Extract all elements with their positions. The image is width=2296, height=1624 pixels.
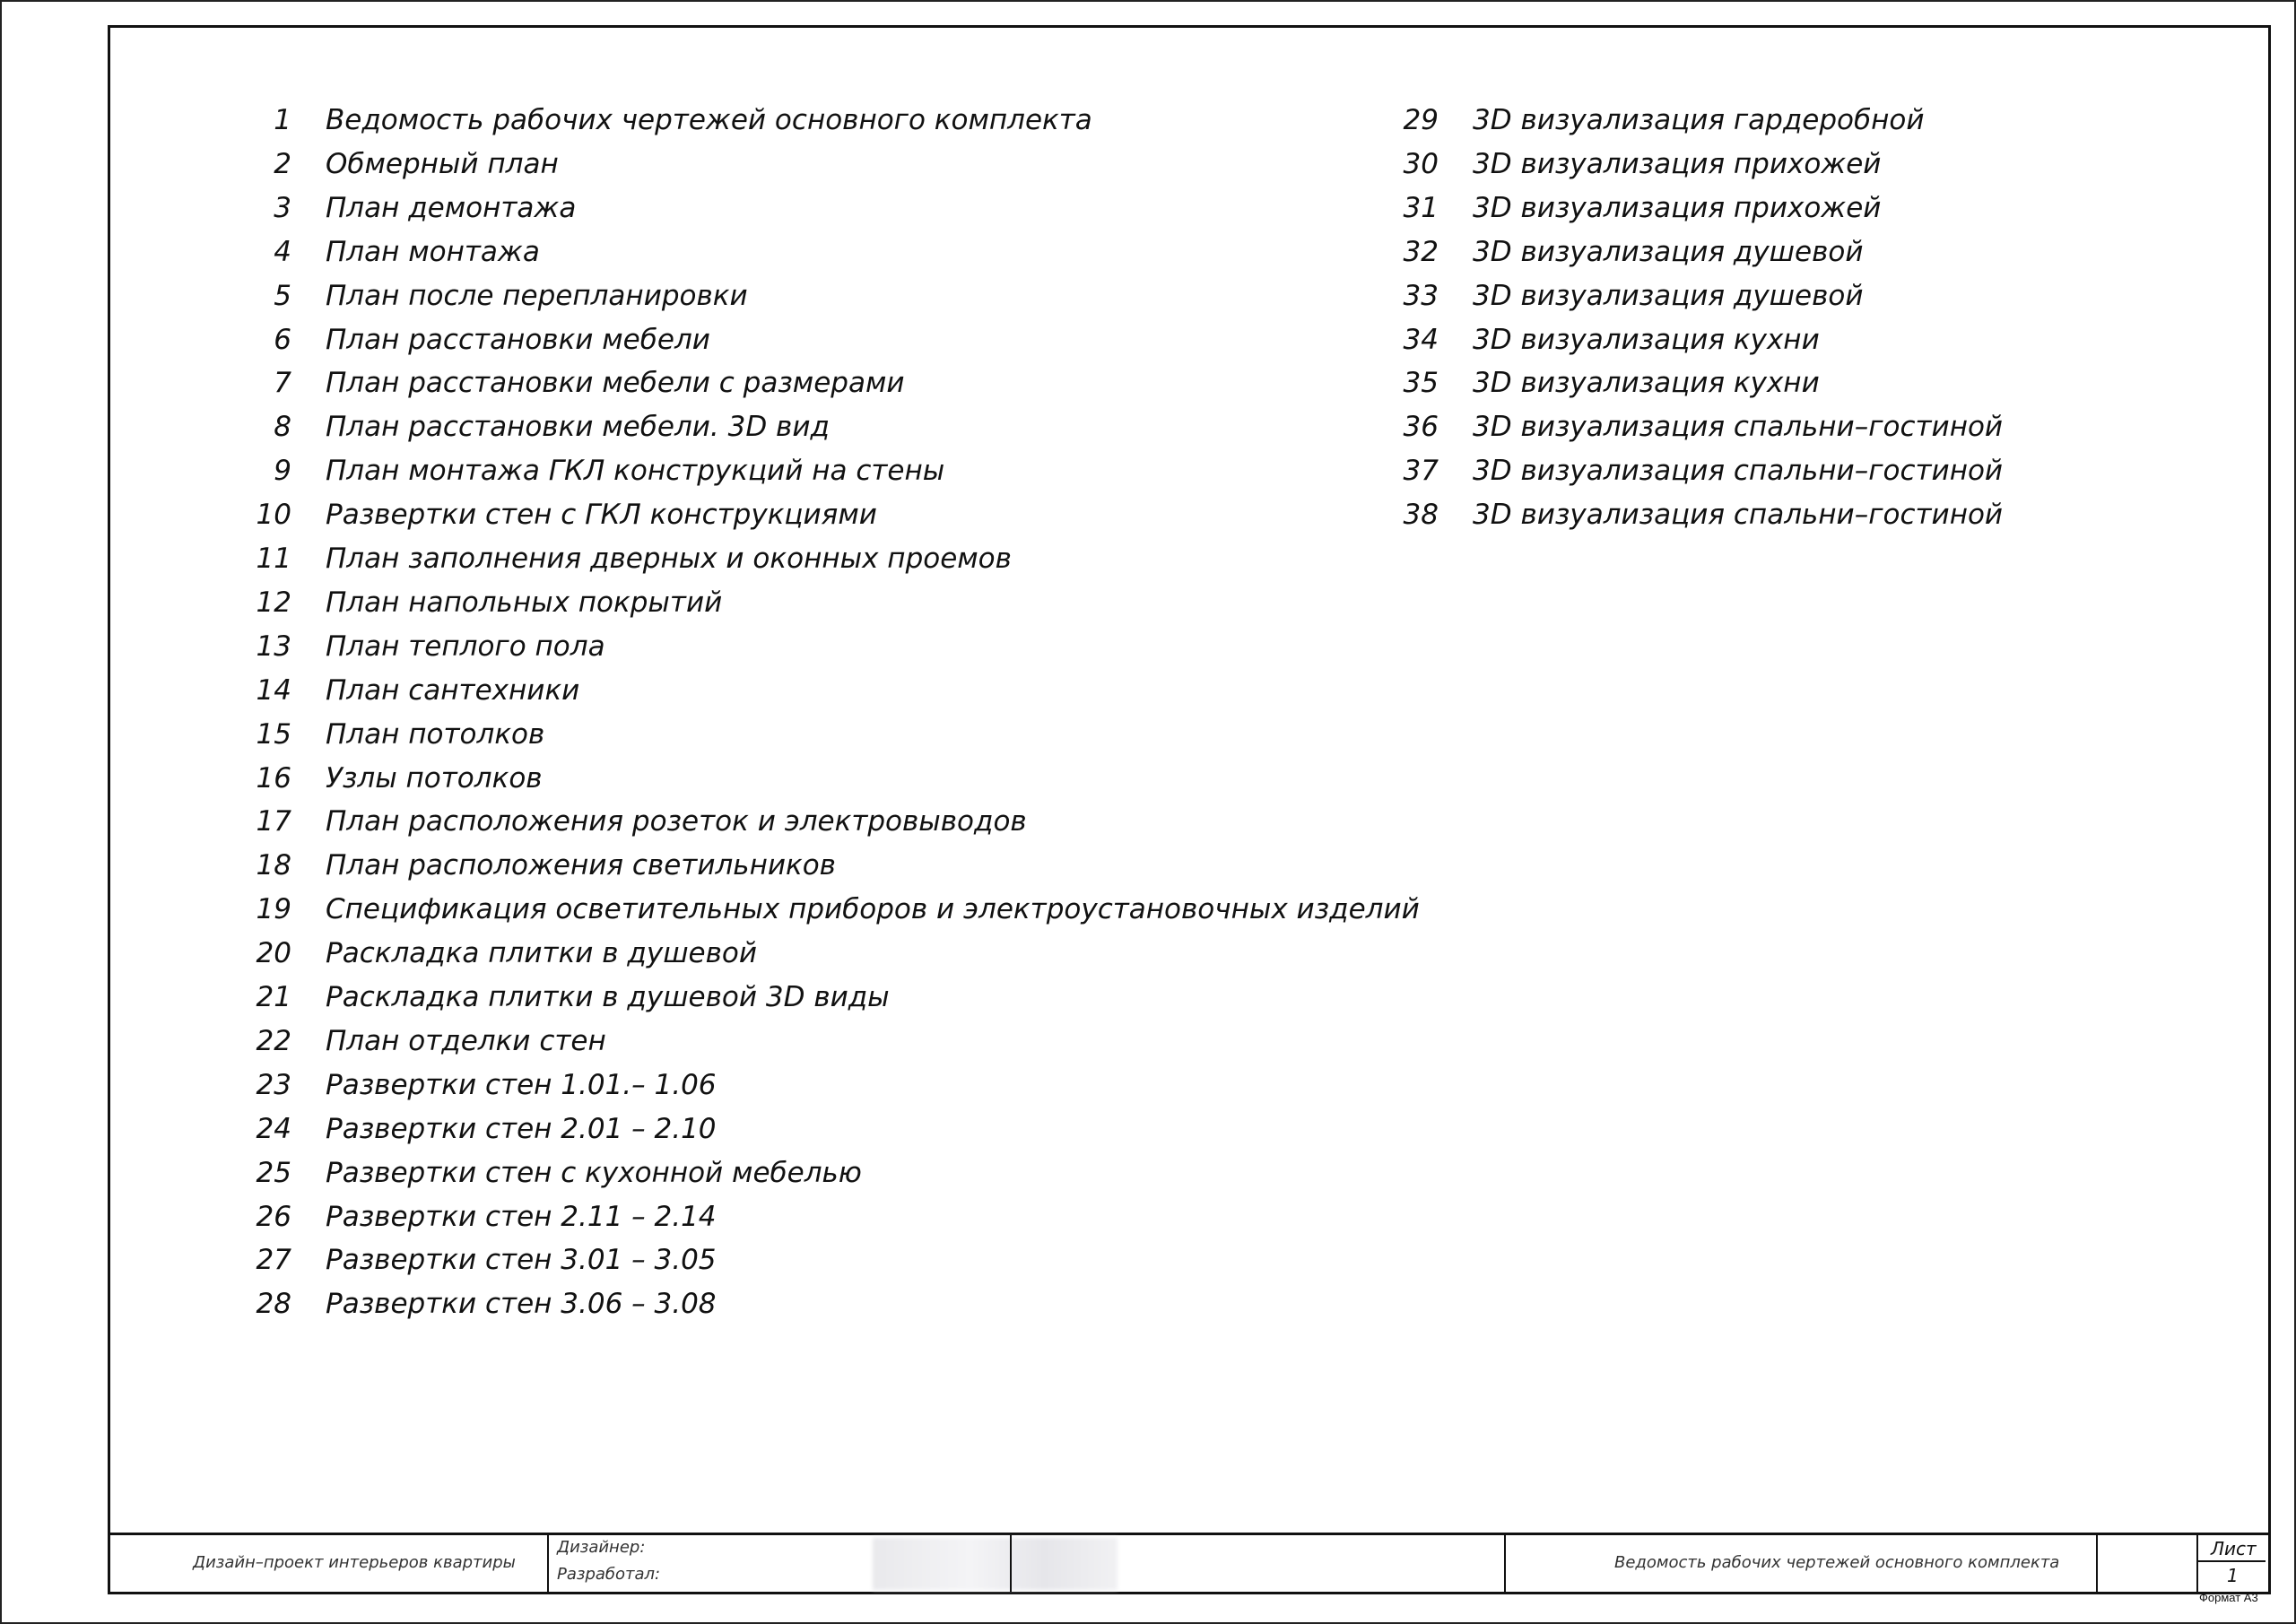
sheet-list-item (220, 1195, 1475, 1239)
sheet-list-item (220, 143, 1475, 187)
project-name: Дизайн–проект интерьеров квартиры (193, 1553, 516, 1572)
sheet-list-item (220, 800, 1475, 844)
sheet-title-cell: План монтажа (326, 235, 540, 268)
sheet-number-cell: 33 (1403, 279, 1439, 312)
sheet-number-cell: 26 (256, 1200, 291, 1233)
sheet-title-cell: 3D визуализация гардеробной (1473, 104, 1925, 136)
sheet-list-item (1367, 449, 2296, 493)
sheet-number-cell: 21 (256, 981, 291, 1013)
sheet-title-cell: 3D визуализация спальни–гостиной (1473, 455, 2004, 488)
sheet-title-cell: 3D визуализация прихожей (1473, 147, 1882, 180)
sheet-list-item (220, 449, 1475, 493)
sheet-list-item (220, 757, 1475, 801)
sheet-title-cell: Ведомость рабочих чертежей основного комплекта (326, 104, 1092, 136)
sheet-title-cell: План напольных покрытий (326, 586, 723, 619)
sheet-number-cell: 4 (274, 235, 291, 268)
title-block-divider (547, 1535, 549, 1592)
sheet-list-item (220, 493, 1475, 537)
sheet-list-item (220, 230, 1475, 274)
title-block-divider (2196, 1535, 2198, 1592)
sheet-number-cell: 1 (274, 104, 291, 136)
sheet-list-item (1367, 361, 2296, 405)
sheet-number-cell: 31 (1403, 191, 1439, 224)
sheet-number-cell: 22 (256, 1024, 291, 1057)
sheet-number-cell: 15 (256, 717, 291, 751)
sheet-title-cell: Спецификация осветительных приборов и электроустановочных изделий (326, 893, 1420, 926)
sheet-list-item (220, 274, 1475, 318)
sheet-number-cell: 36 (1403, 411, 1439, 444)
sheet-list-item (1367, 274, 2296, 318)
sheet-list-item (1367, 405, 2296, 449)
sheet-list-item (220, 99, 1475, 143)
sheet-title-cell: Развертки стен 2.01 – 2.10 (326, 1112, 717, 1145)
sheet-number-cell: 19 (256, 893, 291, 926)
title-block-divider (1010, 1535, 1012, 1592)
sheet-title-cell: 3D визуализация спальни–гостиной (1473, 411, 2004, 444)
sheet-list-item (1367, 143, 2296, 187)
sheet-list-item (1367, 230, 2296, 274)
redacted-names (873, 1538, 1118, 1590)
sheet-number-cell: 27 (256, 1244, 291, 1277)
sheet-box-divider (2196, 1560, 2266, 1562)
sheet-list-item (220, 361, 1475, 405)
sheet-title-cell: Развертки стен 3.01 – 3.05 (326, 1244, 717, 1277)
sheet-list-item (220, 318, 1475, 362)
sheet-number-cell: 18 (256, 849, 291, 882)
sheet-list-item (220, 581, 1475, 625)
title-block-divider (2096, 1535, 2098, 1592)
sheet-title-cell: Развертки стен 2.11 – 2.14 (326, 1200, 717, 1233)
sheet-number-cell: 6 (274, 323, 291, 356)
sheet-title-cell: План теплого пола (326, 630, 605, 663)
sheet-number-cell: 3 (274, 191, 291, 224)
sheet-number: 1 (2227, 1565, 2239, 1586)
sheet-number-cell: 35 (1403, 367, 1439, 400)
sheet-list-item (220, 1282, 1475, 1326)
sheet-number-cell: 10 (256, 499, 291, 532)
designer-label: Дизайнер: (557, 1538, 646, 1557)
sheet-title-cell: План расстановки мебели. 3D вид (326, 411, 830, 444)
sheet-list-item (220, 1020, 1475, 1064)
sheet-title-cell: План расстановки мебели с размерами (326, 367, 905, 400)
sheet-label: Лист (2211, 1538, 2257, 1559)
developer-label: Разработал: (557, 1565, 661, 1584)
sheet-list-item (220, 932, 1475, 976)
sheet-title-cell: План потолков (326, 717, 545, 751)
sheet-list-item (1367, 187, 2296, 230)
sheet-number-cell: 32 (1403, 235, 1439, 268)
sheet-title-cell: Развертки стен с кухонной мебелью (326, 1156, 862, 1189)
sheet-list-item (220, 187, 1475, 230)
sheet-title-cell: 3D визуализация кухни (1473, 323, 1820, 356)
sheet-number-cell: 23 (256, 1068, 291, 1101)
sheet-title-cell: План после перепланировки (326, 279, 748, 312)
sheet-title-cell: 3D визуализация душевой (1473, 279, 1864, 312)
sheet-list-item (220, 1064, 1475, 1107)
sheet-number-cell: 16 (256, 761, 291, 795)
sheet-number-cell: 11 (256, 543, 291, 575)
sheet-title-cell: План сантехники (326, 673, 580, 707)
sheet-list-item (220, 1151, 1475, 1195)
sheet-number-cell: 38 (1403, 499, 1439, 532)
sheet-list-item (220, 1107, 1475, 1151)
sheet-list-item (220, 888, 1475, 932)
sheet-number-cell: 13 (256, 630, 291, 663)
sheet-number-cell: 8 (274, 411, 291, 444)
sheet-list-item (220, 976, 1475, 1020)
sheet-list-item (220, 1238, 1475, 1282)
sheet-title-cell: План монтажа ГКЛ конструкций на стены (326, 455, 945, 488)
sheet-list-item (1367, 99, 2296, 143)
sheet-title-cell: План отделки стен (326, 1024, 606, 1057)
sheet-list-item (1367, 318, 2296, 362)
sheet-title-cell: Узлы потолков (326, 761, 543, 795)
sheet-title-cell: План заполнения дверных и оконных проемов (326, 543, 1012, 575)
sheet-title-cell: Развертки стен 3.06 – 3.08 (326, 1288, 717, 1321)
title-block (108, 1533, 2268, 1592)
sheet-list-item (220, 669, 1475, 713)
sheet-number-cell: 5 (274, 279, 291, 312)
sheet-list-item (1367, 493, 2296, 537)
sheet-number-cell: 34 (1403, 323, 1439, 356)
sheet-title-cell: Раскладка плитки в душевой (326, 937, 758, 970)
sheet-number-cell: 28 (256, 1288, 291, 1321)
sheet-title-cell: 3D визуализация спальни–гостиной (1473, 499, 2004, 532)
sheet-number-cell: 17 (256, 805, 291, 838)
sheet-number-cell: 12 (256, 586, 291, 619)
sheet-title: Ведомость рабочих чертежей основного комплекта (1614, 1553, 2060, 1572)
sheet-number-cell: 9 (274, 455, 291, 488)
sheet-title-cell: План расстановки мебели (326, 323, 710, 356)
sheet-number-cell: 29 (1403, 104, 1439, 136)
sheet-title-cell: Развертки стен 1.01.– 1.06 (326, 1068, 717, 1101)
sheet-number-cell: 20 (256, 937, 291, 970)
sheet-number-cell: 7 (274, 367, 291, 400)
sheet-title-cell: 3D визуализация прихожей (1473, 191, 1882, 224)
title-block-divider (1504, 1535, 1506, 1592)
sheet-number-cell: 2 (274, 147, 291, 180)
format-note: Формат А3 (2199, 1591, 2258, 1604)
sheet-title-cell: Развертки стен с ГКЛ конструкциями (326, 499, 877, 532)
sheet-list-item (220, 844, 1475, 888)
sheet-number-cell: 25 (256, 1156, 291, 1189)
sheet-title-cell: 3D визуализация душевой (1473, 235, 1864, 268)
sheet-list-item (220, 625, 1475, 669)
sheet-number-cell: 37 (1403, 455, 1439, 488)
sheet-title-cell: Обмерный план (326, 147, 559, 180)
sheet-title-cell: Раскладка плитки в душевой 3D виды (326, 981, 890, 1013)
sheet-title-cell: План расположения розеток и электровыводов (326, 805, 1027, 838)
sheet-number-cell: 14 (256, 673, 291, 707)
sheet-number-cell: 30 (1403, 147, 1439, 180)
sheet-title-cell: План расположения светильников (326, 849, 836, 882)
sheet-title-cell: План демонтажа (326, 191, 577, 224)
sheet-number-cell: 24 (256, 1112, 291, 1145)
sheet-list-item (220, 537, 1475, 581)
sheet-list-item (220, 405, 1475, 449)
sheet-title-cell: 3D визуализация кухни (1473, 367, 1820, 400)
sheet-list-item (220, 713, 1475, 757)
